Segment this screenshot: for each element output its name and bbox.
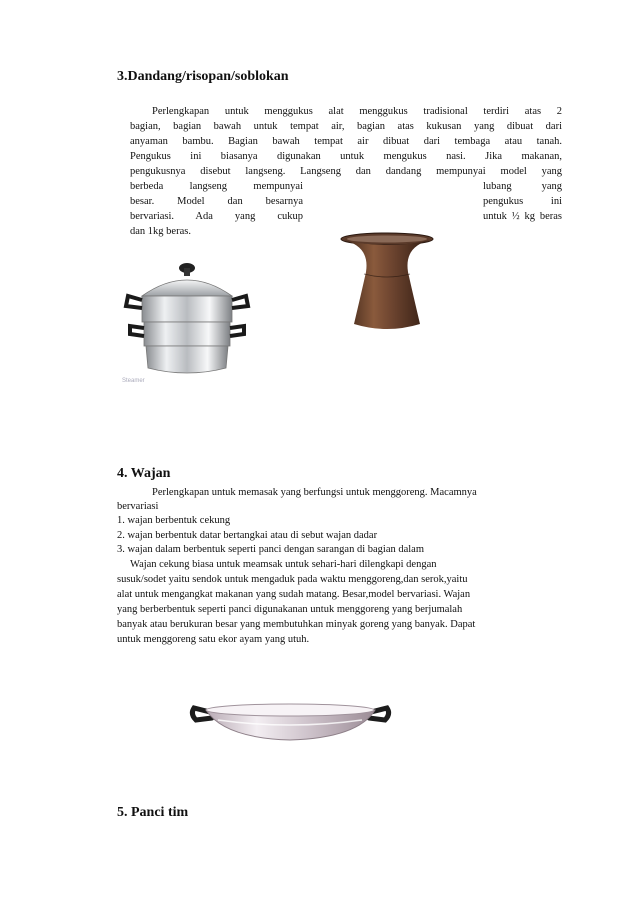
- list-item: 1. wajan berbentuk cekung: [117, 515, 231, 526]
- steamer-pot-image: [120, 258, 255, 388]
- section-3-paragraph: [130, 104, 562, 179]
- paragraph-line: susuk/sodet yaitu sendok untuk mengaduk pada waktu menggoreng,dan serok,yaitu: [117, 574, 468, 585]
- steamer-watermark: Steamer: [122, 378, 145, 384]
- paragraph-line: pengukusnya disebut langseng. Langseng dan dandang mempunyai model yang: [130, 166, 562, 177]
- paragraph-line: untuk menggoreng satu ekor ayam yang utuh.: [117, 634, 310, 645]
- paragraph-line: alat untuk mengangkat makanan yang sudah matang. Besar,model bervariasi. Wajan: [117, 589, 471, 600]
- list-item: 3. wajan dalam berbentuk seperti panci dengan sarangan di bagian dalam: [117, 544, 425, 555]
- paragraph-line: Wajan cekung biasa untuk meamsak untuk sehari-hari dilengkapi dengan: [130, 559, 437, 570]
- paragraph-line: yang berberbentuk seperti panci digunakanan untuk menggoreng yang berjumalah: [117, 604, 463, 615]
- list-item: 2. wajan berbentuk datar bertangkai atau di sebut wajan dadar: [117, 530, 378, 541]
- wok-image: [188, 694, 393, 742]
- section-3-left-column: [130, 179, 303, 239]
- right-column-line: pengukus ini: [483, 196, 562, 207]
- section-3-right-column: [483, 179, 562, 224]
- section-4-intro: Perlengkapan untuk memasak yang berfungsi untuk menggoreng. Macamnya: [152, 487, 477, 498]
- left-column-line: besar. Model dan besarnya: [130, 196, 303, 207]
- section-4-heading: 4. Wajan: [117, 466, 171, 481]
- section-4-intro-cont: bervariasi: [117, 501, 159, 512]
- right-column-line: lubang yang: [483, 181, 562, 192]
- paragraph-line: bagian, bagian bawah untuk tempat air, bagian atas kukusan yang dibuat dari: [130, 121, 562, 132]
- paragraph-line: banyak atau berukuran besar yang membutuhkan minyak goreng yang banyak. Dapat: [117, 619, 476, 630]
- copper-dandang-image: [340, 232, 435, 332]
- section-3-heading: 3.Dandang/risopan/soblokan: [117, 69, 289, 84]
- paragraph-line: Pengukus ini biasanya digunakan untuk mengukus nasi. Jika makanan,: [130, 151, 562, 162]
- section-5-heading: 5. Panci tim: [117, 805, 189, 820]
- left-column-line: bervariasi. Ada yang cukup: [130, 211, 303, 222]
- right-column-line: untuk ½ kg beras: [483, 211, 562, 222]
- left-column-line: berbeda langseng mempunyai: [130, 181, 303, 192]
- left-column-line: dan 1kg beras.: [130, 226, 191, 237]
- paragraph-line: Perlengkapan untuk menggukus alat menggukus tradisional terdiri atas 2: [152, 106, 562, 117]
- paragraph-line: anyaman bambu. Bagian bawah tempat air dibuat dari tembaga atau tanah.: [130, 136, 562, 147]
